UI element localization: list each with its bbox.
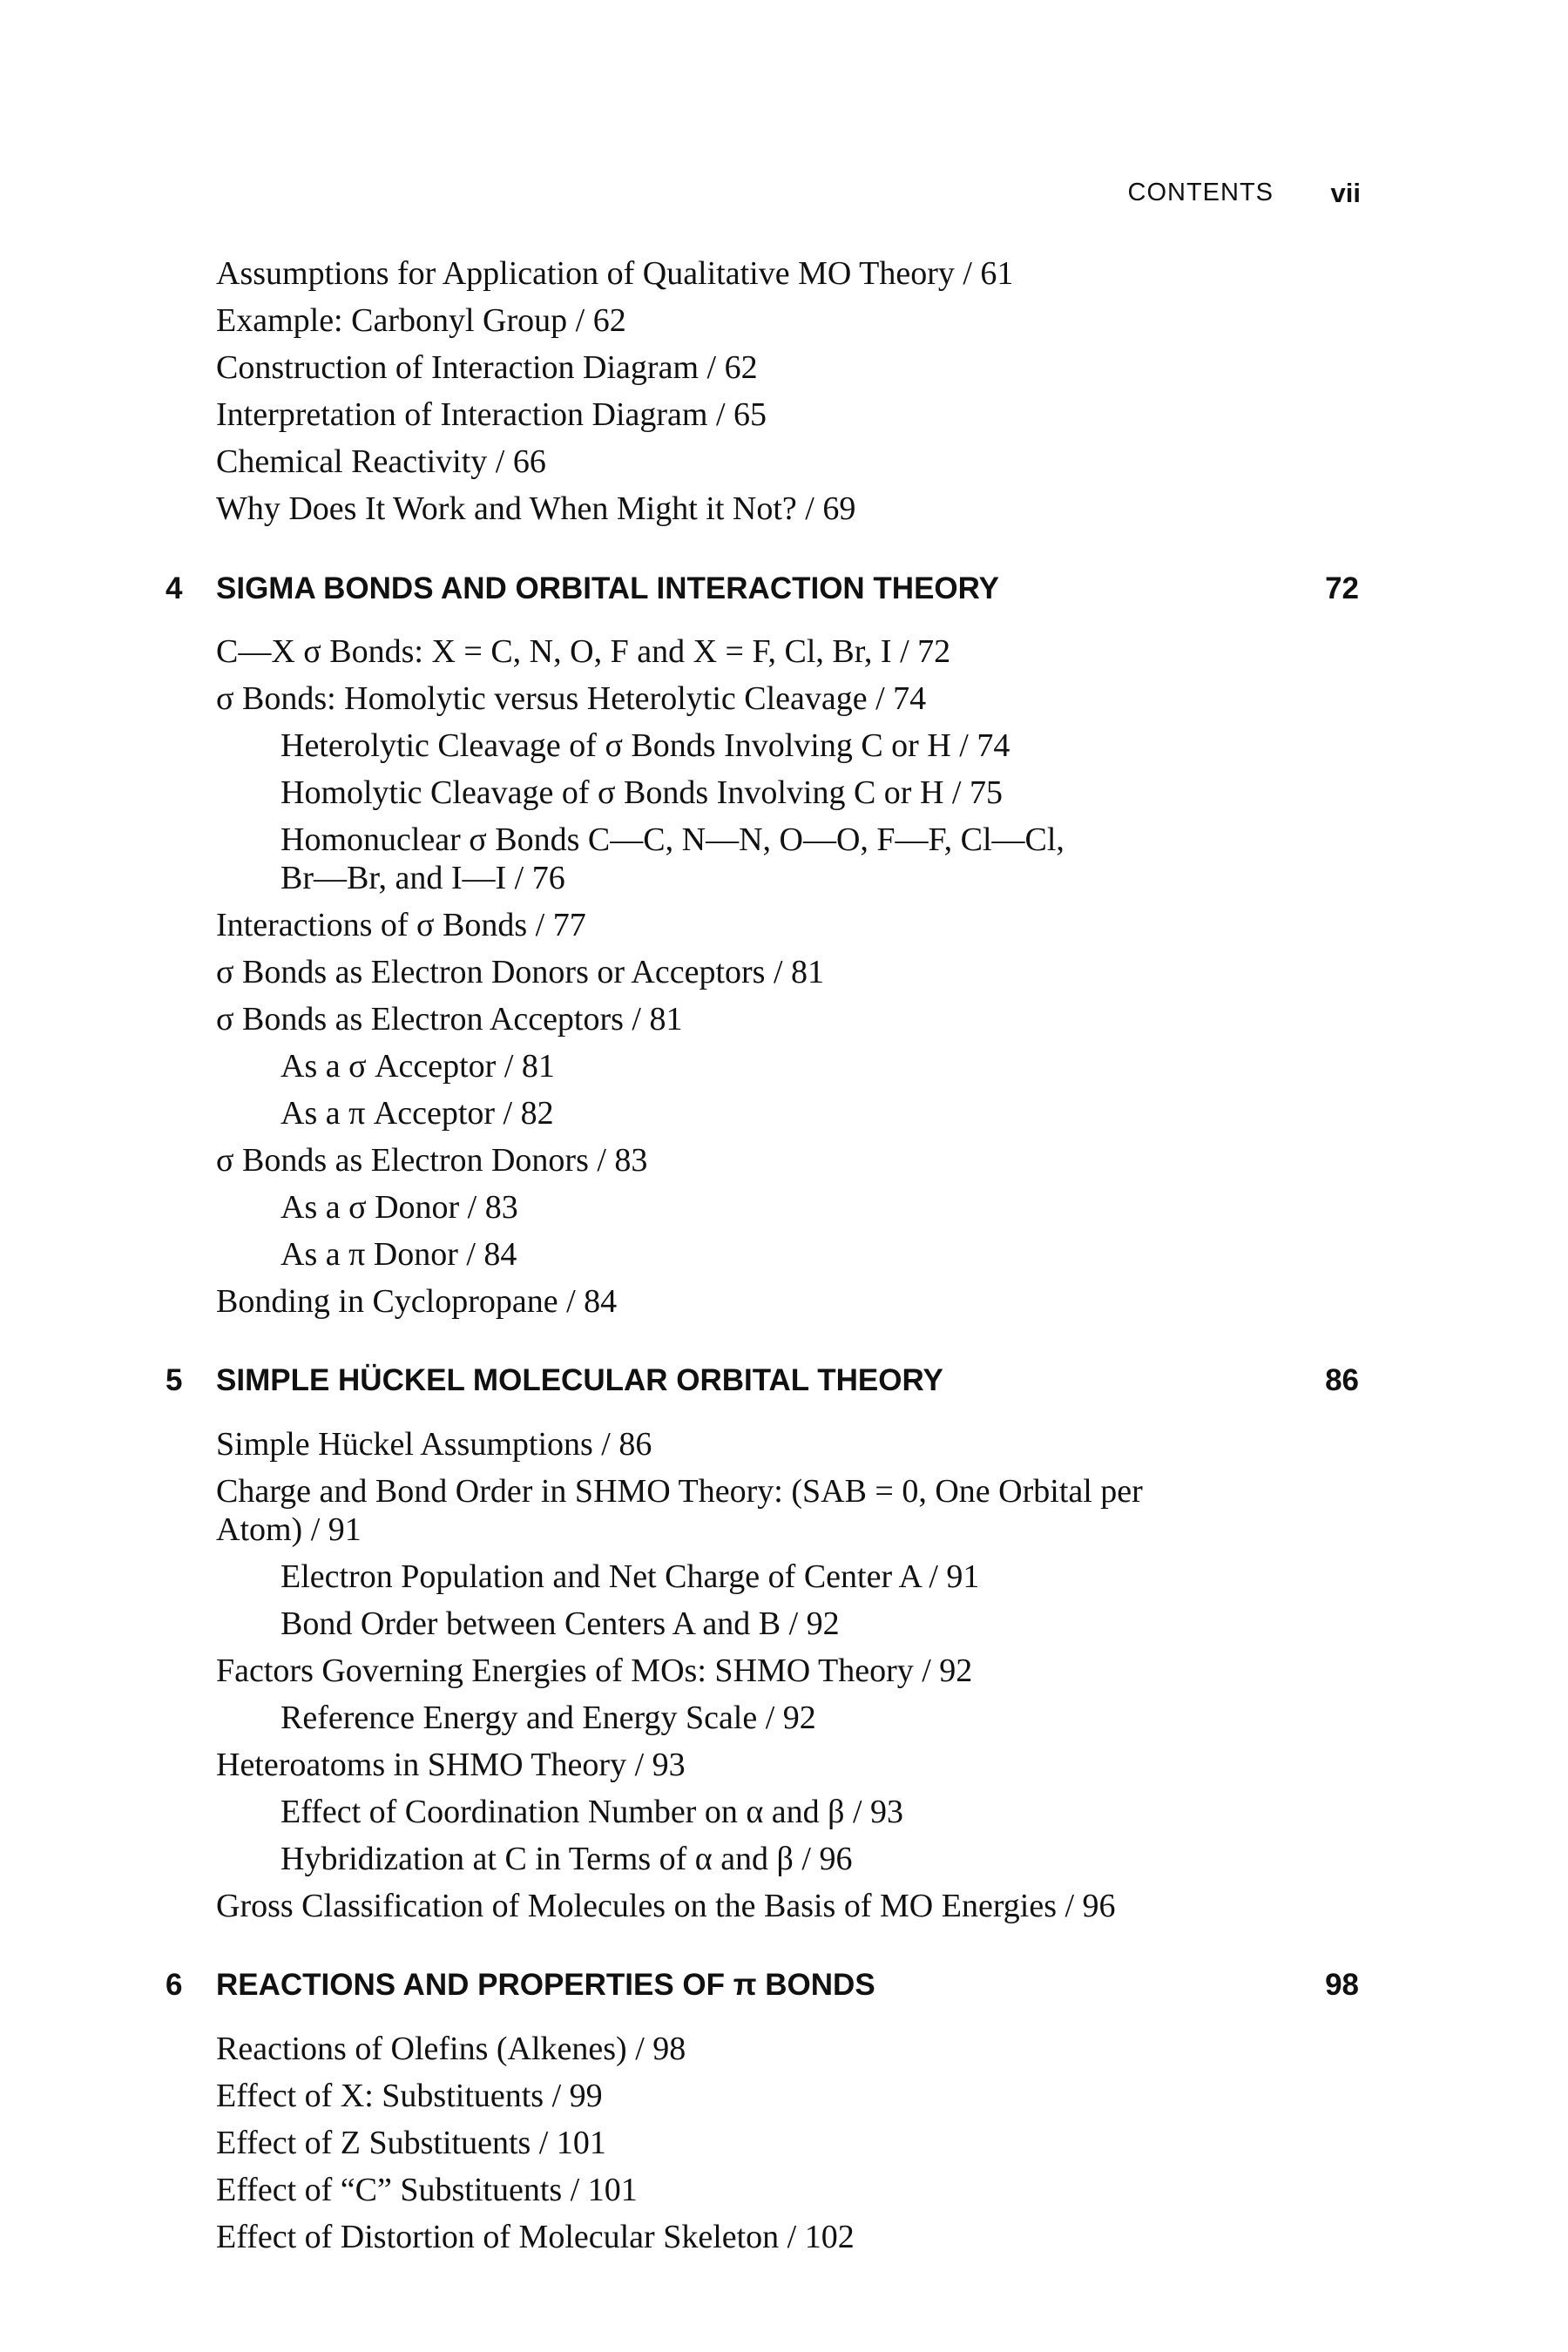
chapter-number: 5 xyxy=(166,1363,183,1397)
chapter-heading-4 xyxy=(0,570,1568,612)
toc-subentry: Reference Energy and Energy Scale / 92 xyxy=(280,1700,816,1736)
toc-subentry: Homolytic Cleavage of σ Bonds Involving C or H / 75 xyxy=(280,774,1003,811)
toc-entry: σ Bonds: Homolytic versus Heterolytic Cleavage / 74 xyxy=(216,680,927,717)
toc-entry: Assumptions for Application of Qualitative MO Theory / 61 xyxy=(216,255,1014,292)
toc-entry-continued: Atom) / 91 xyxy=(216,1511,362,1548)
toc-subentry: Heterolytic Cleavage of σ Bonds Involving C or H / 74 xyxy=(280,727,1010,764)
toc-entry: Reactions of Olefins (Alkenes) / 98 xyxy=(216,2031,686,2067)
toc-entry: Bonding in Cyclopropane / 84 xyxy=(216,1283,618,1320)
toc-subentry: Electron Population and Net Charge of Center A / 91 xyxy=(280,1558,980,1595)
toc-subentry: Bond Order between Centers A and B / 92 xyxy=(280,1605,840,1642)
toc-entry: C—X σ Bonds: X = C, N, O, F and X = F, Cl, Br, I / 72 xyxy=(216,633,951,670)
toc-entry: Charge and Bond Order in SHMO Theory: (SAB = 0, One Orbital per xyxy=(216,1473,1143,1510)
toc-entry: σ Bonds as Electron Donors / 83 xyxy=(216,1142,648,1179)
toc-entry: Interactions of σ Bonds / 77 xyxy=(216,907,586,943)
running-head xyxy=(0,179,1568,213)
toc-entry: Heteroatoms in SHMO Theory / 93 xyxy=(216,1747,686,1783)
toc-subentry: As a σ Acceptor / 81 xyxy=(280,1048,555,1085)
toc-subentry: As a σ Donor / 83 xyxy=(280,1189,518,1226)
running-head-label: CONTENTS xyxy=(1127,179,1274,206)
toc-entry: Chemical Reactivity / 66 xyxy=(216,443,546,480)
chapter-page: 86 xyxy=(1325,1363,1359,1397)
page-number: vii xyxy=(1330,178,1361,208)
chapter-number: 6 xyxy=(166,1968,183,2002)
toc-entry: Effect of Distortion of Molecular Skeleton / 102 xyxy=(216,2219,855,2255)
chapter-title: SIMPLE HÜCKEL MOLECULAR ORBITAL THEORY xyxy=(216,1363,943,1397)
toc-entry: Effect of Z Substituents / 101 xyxy=(216,2125,606,2161)
chapter-title: REACTIONS AND PROPERTIES OF π BONDS xyxy=(216,1968,875,2002)
toc-subentry: Effect of Coordination Number on α and β / 93 xyxy=(280,1794,904,1830)
chapter-number: 4 xyxy=(166,571,183,605)
toc-subentry: Hybridization at C in Terms of α and β / 96 xyxy=(280,1841,853,1877)
chapter-page: 98 xyxy=(1325,1968,1359,2002)
toc-entry: Factors Governing Energies of MOs: SHMO Theory / 92 xyxy=(216,1652,973,1689)
toc-subentry: As a π Acceptor / 82 xyxy=(280,1095,554,1132)
toc-entry: Gross Classification of Molecules on the Basis of MO Energies / 96 xyxy=(216,1888,1116,1924)
chapter-title: SIGMA BONDS AND ORBITAL INTERACTION THEORY xyxy=(216,571,999,605)
toc-entry: Why Does It Work and When Might it Not? / 69 xyxy=(216,490,856,527)
chapter-heading-5 xyxy=(0,1362,1568,1403)
toc-subentry-continued: Br—Br, and I—I / 76 xyxy=(280,860,565,896)
toc-entry: Example: Carbonyl Group / 62 xyxy=(216,302,626,339)
toc-subentry: Homonuclear σ Bonds C—C, N—N, O—O, F—F, Cl—Cl, xyxy=(280,821,1064,858)
toc-entry: Construction of Interaction Diagram / 62 xyxy=(216,349,758,386)
toc-entry: σ Bonds as Electron Acceptors / 81 xyxy=(216,1001,683,1037)
chapter-heading-6 xyxy=(0,1966,1568,2008)
toc-subentry: As a π Donor / 84 xyxy=(280,1236,517,1273)
chapter-page: 72 xyxy=(1325,571,1359,605)
toc-entry: Simple Hückel Assumptions / 86 xyxy=(216,1426,652,1463)
toc-entry: σ Bonds as Electron Donors or Acceptors / 81 xyxy=(216,954,825,990)
toc-entry: Interpretation of Interaction Diagram / 65 xyxy=(216,396,767,433)
toc-entry: Effect of X: Substituents / 99 xyxy=(216,2078,603,2114)
toc-entry: Effect of “C” Substituents / 101 xyxy=(216,2172,638,2208)
